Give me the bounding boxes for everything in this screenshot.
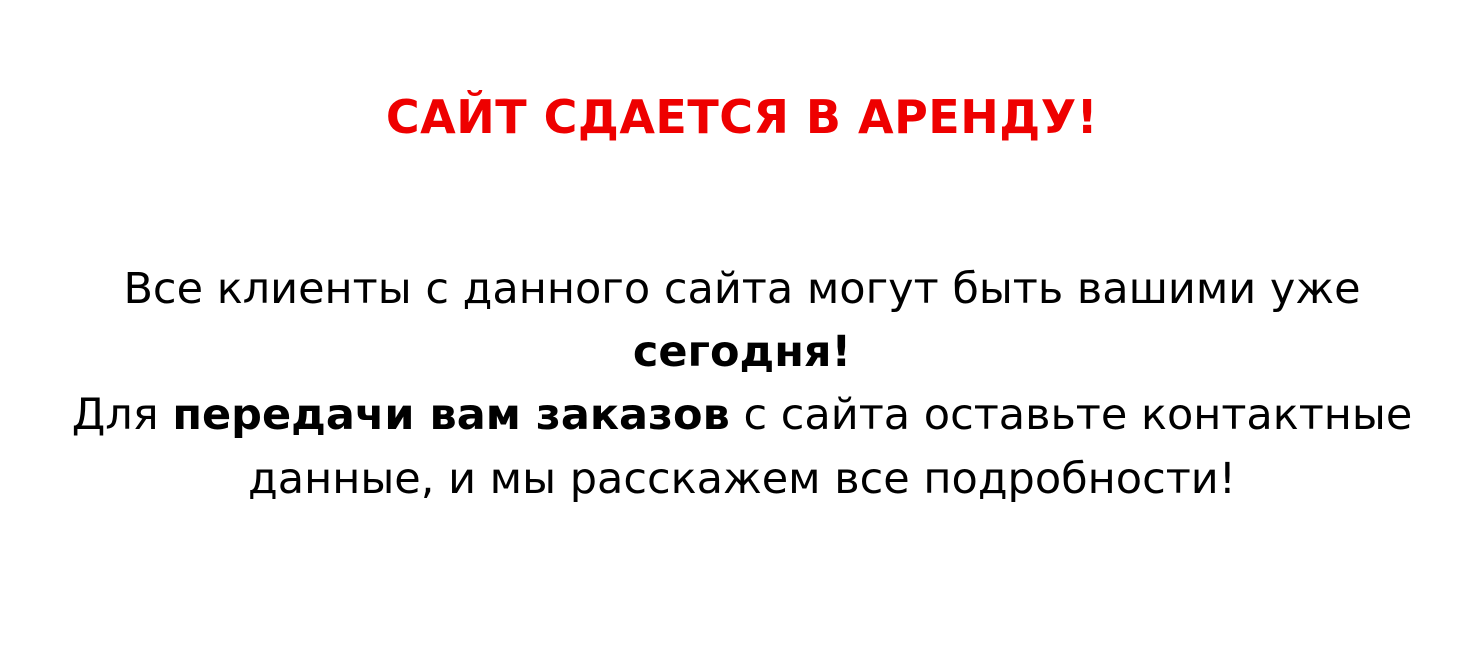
notice-paragraph-2-text-tail: с сайта оставьте контактные данные, и мы расскажем все подробности! xyxy=(248,390,1413,504)
notice-paragraph-2 xyxy=(0,384,1484,510)
notice-paragraph-1-text: Все клиенты с данного сайта могут быть вашими уже xyxy=(123,264,1361,314)
notice-paragraph-1 xyxy=(0,258,1484,384)
notice-paragraph-2-text-lead: Для xyxy=(71,390,173,441)
page-title: САЙТ СДАЕТСЯ В АРЕНДУ! xyxy=(385,90,1099,144)
notice-paragraph-2-emphasis: передачи вам заказов xyxy=(172,390,730,441)
notice-paragraph-1-emphasis: сегодня! xyxy=(632,327,852,378)
notice-body xyxy=(0,258,1484,511)
